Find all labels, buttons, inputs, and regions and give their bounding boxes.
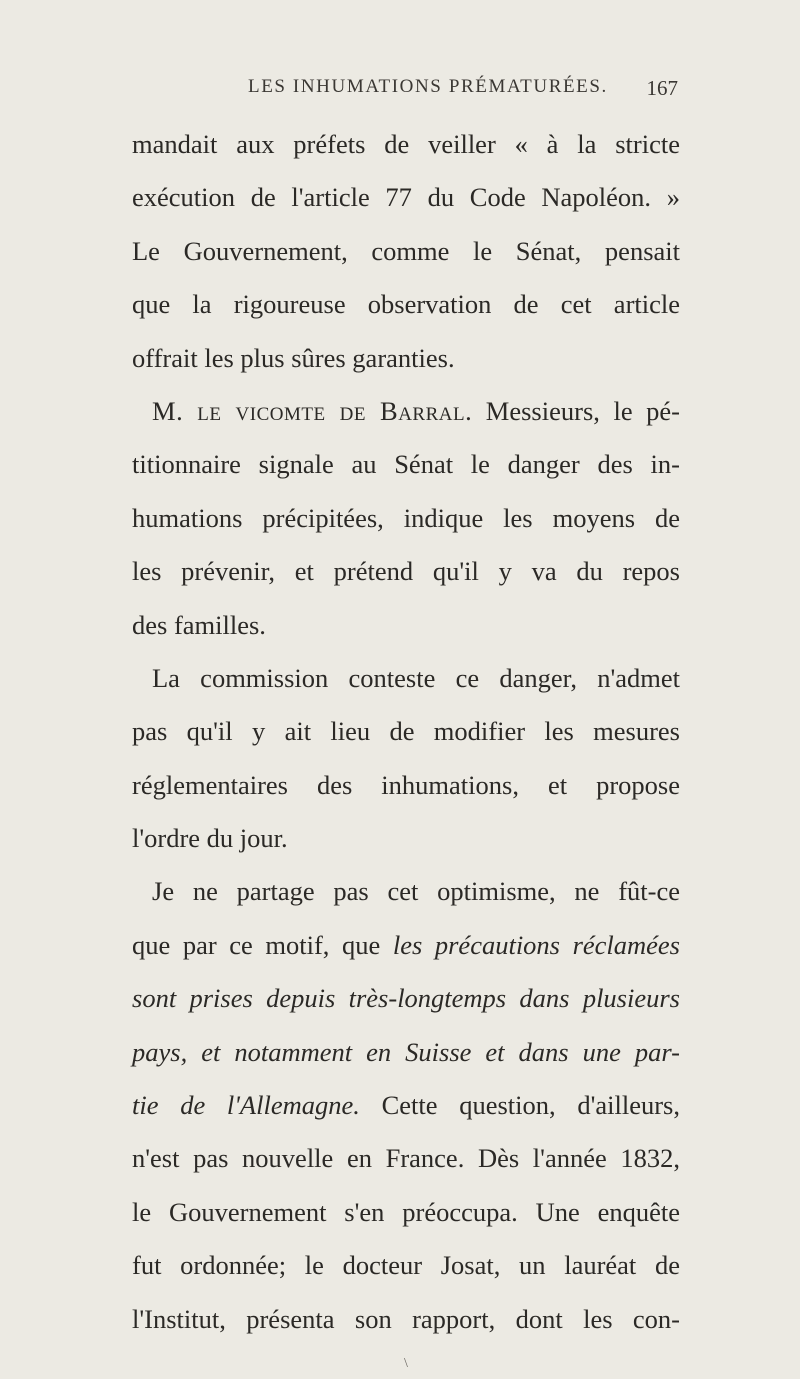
text-line	[132, 1079, 680, 1132]
body-text	[132, 118, 680, 1346]
text-line: offrait les plus sûres garanties.	[132, 342, 455, 373]
text-line: Le Gouvernement, comme le Sénat, pensait	[132, 235, 680, 266]
text-line: titionnaire signale au Sénat le danger des in-	[132, 449, 680, 480]
text-line: réglementaires des inhumations, et propose	[132, 769, 680, 800]
page-header	[248, 76, 678, 106]
text-line: pas qu'il y ait lieu de modifier les mesures	[132, 716, 680, 747]
page-number: 167	[646, 76, 678, 100]
text-line: fut ordonnée; le docteur Josat, un lauréat de	[132, 1250, 680, 1281]
text-line: le Gouvernement s'en préoccupa. Une enquête	[132, 1196, 680, 1227]
text-line	[132, 385, 680, 438]
text-segment: Cette question, d'ailleurs,	[359, 1090, 680, 1121]
text-line: La commission conteste ce danger, n'admet	[152, 662, 680, 693]
text-line: humations précipitées, indique les moyens de	[132, 502, 680, 533]
text-segment: que par ce motif, que	[132, 929, 393, 960]
text-line: les prévenir, et prétend qu'il y va du repos	[132, 556, 680, 587]
text-line: mandait aux préfets de veiller « à la stricte	[132, 129, 680, 159]
speaker-name: M. le vicomte de Barral.	[152, 395, 473, 426]
text-line: des familles.	[132, 609, 266, 640]
running-title: LES INHUMATIONS PRÉMATURÉES.	[248, 76, 608, 97]
italic-quote: tie de l'Allemagne.	[132, 1090, 360, 1121]
text-line: exécution de l'article 77 du Code Napoléon. »	[132, 182, 680, 213]
footer-mark: \	[404, 1356, 408, 1371]
text-line: que la rigoureuse observation de cet article	[132, 289, 680, 320]
text-segment: Messieurs, le pé-	[472, 395, 680, 426]
text-line: n'est pas nouvelle en France. Dès l'année 1832,	[132, 1143, 680, 1174]
text-line: l'Institut, présenta son rapport, dont les con-	[132, 1303, 680, 1334]
text-line: Je ne partage pas cet optimisme, ne fût-ce	[152, 876, 680, 907]
text-line	[132, 919, 680, 972]
text-line: l'ordre du jour.	[132, 823, 288, 854]
text-line: sont prises depuis très-longtemps dans plusieurs	[132, 983, 680, 1014]
italic-quote: les précautions réclamées	[392, 929, 680, 960]
text-line: pays, et notamment en Suisse et dans une par-	[132, 1036, 680, 1067]
